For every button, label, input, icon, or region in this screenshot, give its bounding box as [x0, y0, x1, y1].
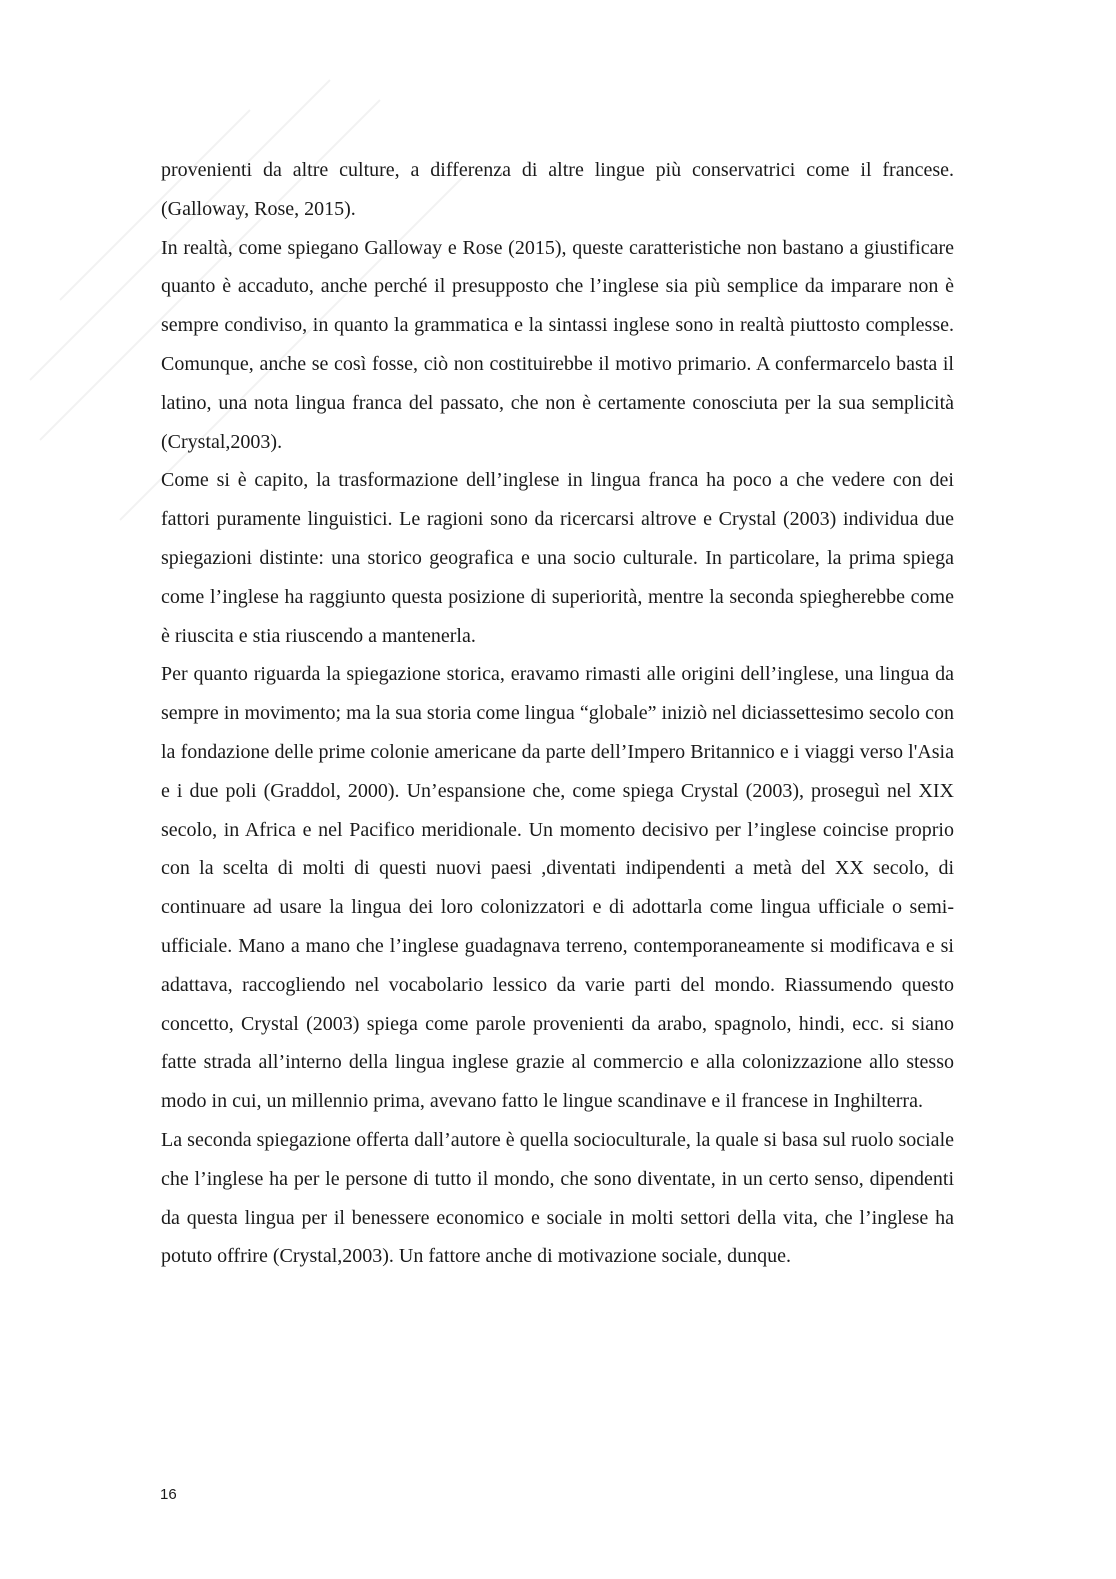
paragraph-4: Per quanto riguarda la spiegazione storica, eravamo rimasti alle origini dell’inglese, una lingua da sempre in movimento; ma la sua storia come lingua “globale” iniziò nel diciassettesimo secolo con la fondazione delle prime colonie americane da parte dell’Impero Britannico e i viaggi verso l'Asia e i due poli (Graddol, 2000). Un’espansione che, come spiega Crystal (2003), proseguì nel XIX secolo, in Africa e nel Pacifico meridionale. Un momento decisivo per l’inglese coincise proprio con la scelta di molti di questi nuovi paesi ,diventati indipendenti a metà del XX secolo, di continuare ad usare la lingua dei loro colonizzatori e di adottarla come lingua ufficiale o semi-ufficiale. Mano a mano che l’inglese guadagnava terreno, contemporaneamente si modificava e si adattava, raccogliendo nel vocabolario lessico da varie parti del mondo. Riassumendo questo concetto, Crystal (2003) spiega come parole provenienti da arabo, spagnolo, hindi, ecc. si siano fatte strada all’interno della lingua inglese grazie al commercio e alla colonizzazione allo stesso modo in cui, un millennio prima, avevano fatto le lingue scandinave e il francese in Inghilterra. — [161, 663, 954, 1113]
body-text — [161, 151, 954, 1276]
paragraph-3: Come si è capito, la trasformazione dell’inglese in lingua franca ha poco a che vedere con dei fattori puramente linguistici. Le ragioni sono da ricercarsi altrove e Crystal (2003) individua due spiegazioni distinte: una storico geografica e una socio culturale. In particolare, la prima spiega come l’inglese ha raggiunto questa posizione di superiorità, mentre la seconda spiegherebbe come è riuscita e stia riuscendo a mantenerla. — [161, 469, 954, 647]
page-number: 16 — [160, 1486, 177, 1503]
paragraph-5: La seconda spiegazione offerta dall’autore è quella socioculturale, la quale si basa sul ruolo sociale che l’inglese ha per le persone di tutto il mondo, che sono diventate, in un certo senso, dipendenti da questa lingua per il benessere economico e sociale in molti settori della vita, che l’inglese ha potuto offrire (Crystal,2003). Un fattore anche di motivazione sociale, dunque. — [161, 1128, 954, 1268]
paragraph-1: provenienti da altre culture, a differenza di altre lingue più conservatrici come il francese. (Galloway, Rose, 2015). — [161, 159, 954, 220]
paragraph-2: In realtà, come spiegano Galloway e Rose (2015), queste caratteristiche non bastano a giustificare quanto è accaduto, anche perché il presupposto che l’inglese sia più semplice da imparare non è sempre condiviso, in quanto la grammatica e la sintassi inglese sono in realtà piuttosto complesse. Comunque, anche se così fosse, ciò non costituirebbe il motivo primario. A confermarcelo basta il latino, una nota lingua franca del passato, che non è certamente conosciuta per la sua semplicità (Crystal,2003). — [161, 236, 954, 453]
